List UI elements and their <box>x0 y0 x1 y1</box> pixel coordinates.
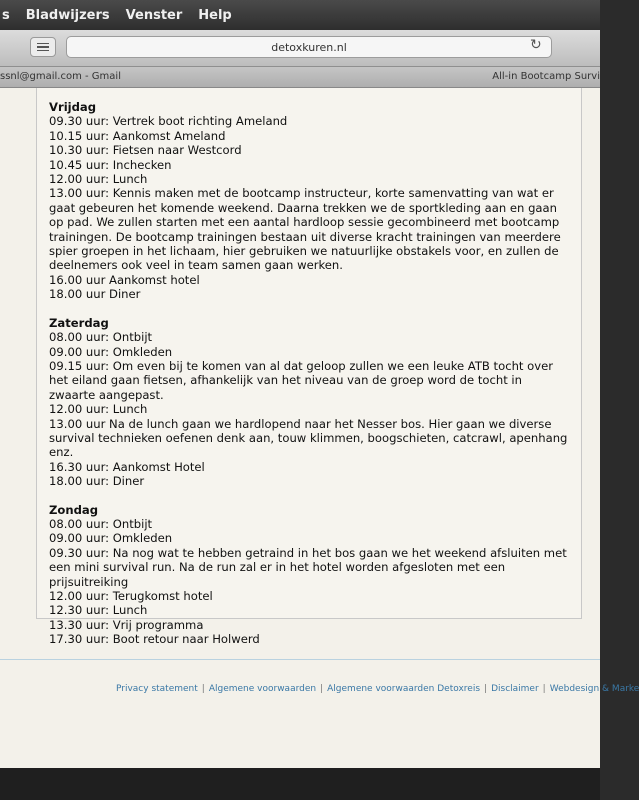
schedule <box>49 100 569 661</box>
schedule-line: 10.30 uur: Fietsen naar Westcord <box>49 143 242 158</box>
menu-item-help[interactable]: Help <box>198 7 232 23</box>
footer-link-webdesign[interactable]: Webdesign & Marke <box>549 684 639 694</box>
tab-bootcamp[interactable]: All-in Bootcamp Survi <box>492 71 600 82</box>
schedule-line: 12.00 uur: Terugkomst hotel <box>49 589 213 603</box>
schedule-line: 08.00 uur: Ontbijt <box>49 516 153 531</box>
schedule-line: 12.00 uur: Lunch <box>49 402 148 417</box>
web-page <box>0 88 639 768</box>
address-bar-url: detoxkuren.nl <box>271 40 347 54</box>
schedule-line: 13.30 uur: Vrij programma <box>49 617 204 632</box>
schedule-line: 17.30 uur: Boot retour naar Holwerd <box>49 632 260 647</box>
schedule-line: 08.00 uur: Ontbijt <box>49 330 153 345</box>
separator: | <box>484 684 488 694</box>
footer-links <box>116 684 639 694</box>
separator: | <box>201 684 205 694</box>
schedule-line: 09.00 uur: Omkleden <box>49 344 173 359</box>
footer-link-algemene-voorwaarden[interactable]: Algemene voorwaarden <box>208 684 317 694</box>
footer-divider <box>0 659 600 660</box>
schedule-line: 10.45 uur: Inchecken <box>49 157 172 172</box>
schedule-line: 13.00 uur: Kennis maken met de bootcamp instructeur, korte samenvatting van wat er gaat gebeuren het komende weekend. Daarna trekken we de sportkleding aan en gaan op pad. We zullen starten met een aantal hardloop sessie gecombineerd met bootcamp trainingen. De bootcamp trainingen bestaan uit diverse kracht trainingen van meerdere spier groepen in het lichaam, hier gebruiken we natuurlijke obstakels voor, en zullen de deelnemers ook veel in team samen gaan werken. <box>49 186 561 273</box>
schedule-line: 12.00 uur: Lunch <box>49 172 148 187</box>
schedule-line: 09.00 uur: Omkleden <box>49 531 173 546</box>
menu-item-partial[interactable]: s <box>2 7 10 23</box>
reload-icon[interactable]: ↻ <box>530 37 542 53</box>
schedule-line: 09.15 uur: Om even bij te komen van al dat geloop zullen we een leuke ATB tocht over het eiland gaan fietsen, afhankelijk van het niveau van de groep word de tocht in zwaarte aangepast. <box>49 358 554 402</box>
menu-item-venster[interactable]: Venster <box>125 7 183 23</box>
schedule-line: 12.30 uur: Lunch <box>49 603 148 618</box>
schedule-line: 16.00 uur Aankomst hotel <box>49 272 200 287</box>
schedule-line: 18.00 uur Diner <box>49 287 141 302</box>
address-bar[interactable] <box>66 36 552 58</box>
tab-gmail[interactable]: ssnl@gmail.com - Gmail <box>0 71 121 82</box>
day-zaterdag <box>49 316 569 489</box>
footer-link-voorwaarden-detoxreis[interactable]: Algemene voorwaarden Detoxreis <box>327 684 481 694</box>
day-vrijdag <box>49 100 569 302</box>
separator: | <box>320 684 324 694</box>
schedule-line: 13.00 uur Na de lunch gaan we hardlopend naar het Nesser bos. Hier gaan we diverse survival technieken oefenen denk aan, touw klimmen, boogschieten, catcrawl, apenhang enz. <box>49 416 568 460</box>
footer-link-privacy[interactable]: Privacy statement <box>116 684 198 694</box>
day-zondag <box>49 503 569 647</box>
screen-bezel <box>0 768 600 800</box>
schedule-line: 09.30 uur: Vertrek boot richting Ameland <box>49 114 288 129</box>
schedule-line: 16.30 uur: Aankomst Hotel <box>49 459 205 474</box>
schedule-line: 09.30 uur: Na nog wat te hebben getraind in het bos gaan we het weekend afsluiten met een mini survival run. Na de run zal er in het hotel worden afgesloten met een prijsuitreiking <box>49 545 567 589</box>
menu-bar <box>0 0 600 30</box>
day-title: Zondag <box>49 502 99 517</box>
footer-link-disclaimer[interactable]: Disclaimer <box>491 684 539 694</box>
schedule-line: 18.00 uur: Diner <box>49 474 145 489</box>
separator: | <box>542 684 546 694</box>
browser-toolbar <box>0 30 600 67</box>
day-title: Vrijdag <box>49 100 97 114</box>
tab-bar <box>0 67 600 88</box>
content-panel <box>36 88 582 647</box>
day-title: Zaterdag <box>49 315 109 330</box>
menu-item-bladwijzers[interactable]: Bladwijzers <box>25 7 110 23</box>
schedule-line: 10.15 uur: Aankomst Ameland <box>49 128 226 143</box>
reader-list-icon[interactable] <box>30 37 56 57</box>
